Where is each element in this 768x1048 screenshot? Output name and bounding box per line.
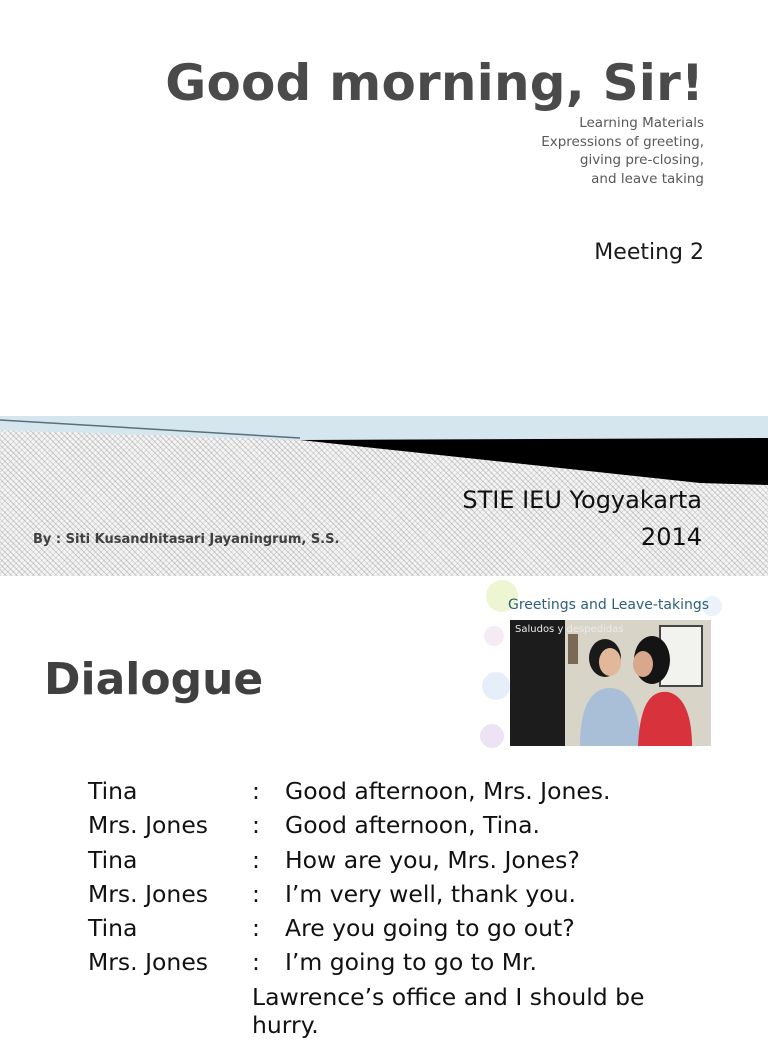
separator: : <box>252 948 260 977</box>
speaker-name: Tina <box>88 845 138 874</box>
dialogue-slide <box>0 576 768 1040</box>
institution-name: STIE IEU Yogyakarta <box>462 486 702 514</box>
dialogue-table <box>88 774 708 1048</box>
separator: : <box>252 811 260 840</box>
photo-caption: Greetings and Leave-takings <box>508 597 710 613</box>
separator: : <box>252 879 260 908</box>
speaker-name: Tina <box>88 914 138 943</box>
separator: : <box>252 777 260 805</box>
greeting-photo <box>482 576 722 766</box>
dialogue-continuation <box>88 980 708 1014</box>
continuation-line: Lawrence’s office and I should be <box>252 982 645 1011</box>
photo-two-women-greeting-icon <box>510 620 711 746</box>
subtitle-line: Learning Materials <box>579 115 704 131</box>
author-credit: By : Siti Kusandhitasari Jayaningrum, S.S. <box>33 532 340 547</box>
dialogue-row <box>88 843 708 877</box>
dialogue-line: I’m going to go to Mr. <box>285 948 538 977</box>
dialogue-row <box>88 911 708 945</box>
dialogue-line: Good afternoon, Mrs. Jones. <box>285 777 611 805</box>
dialogue-line: Are you going to go out? <box>285 914 575 943</box>
dialogue-line: Good afternoon, Tina. <box>285 811 540 840</box>
subtitle-line: giving pre-closing, <box>579 152 704 168</box>
speaker-name: Mrs. Jones <box>88 811 209 840</box>
meeting-label: Meeting 2 <box>594 240 704 265</box>
slide-subtitle <box>541 114 704 188</box>
year-label: 2014 <box>640 523 702 551</box>
speaker-name: Mrs. Jones <box>88 879 209 908</box>
dialogue-row <box>88 774 708 808</box>
subtitle-line: Expressions of greeting, <box>541 133 704 150</box>
dialogue-line: How are you, Mrs. Jones? <box>285 845 580 874</box>
dialogue-row <box>88 945 708 979</box>
dialogue-row <box>88 877 708 911</box>
dialogue-heading: Dialogue <box>44 654 264 705</box>
continuation-line: hurry. <box>252 1011 319 1040</box>
speaker-name: Tina <box>88 777 138 805</box>
separator: : <box>252 845 260 874</box>
speaker-name: Mrs. Jones <box>88 948 209 977</box>
dialogue-line: I’m very well, thank you. <box>285 879 576 908</box>
slide-title: Good morning, Sir! <box>165 54 704 112</box>
subtitle-line: and leave taking <box>591 170 704 187</box>
separator: : <box>252 914 260 943</box>
photo-subcaption: Saludos y despedidas <box>515 624 624 635</box>
dialogue-row <box>88 808 708 842</box>
dialogue-continuation <box>88 1011 708 1048</box>
